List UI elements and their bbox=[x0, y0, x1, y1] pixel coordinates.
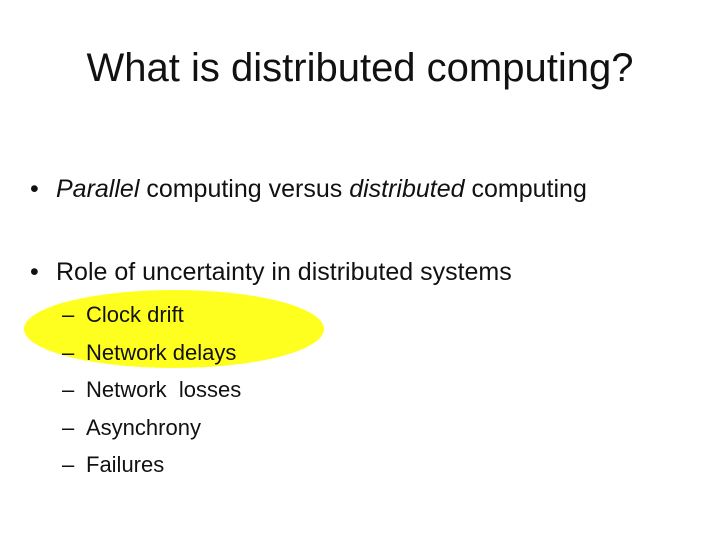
bullet-text-italic: distributed bbox=[349, 175, 465, 203]
bullet-text: computing bbox=[464, 175, 587, 203]
subitem-text: Clock drift bbox=[86, 302, 184, 327]
subitem-network-delays bbox=[62, 334, 241, 372]
subitem-clock-drift bbox=[62, 296, 241, 334]
bullet-role-of-uncertainty bbox=[30, 256, 512, 288]
dash-marker: – bbox=[62, 377, 75, 402]
dash-marker: – bbox=[62, 302, 75, 327]
bullet-text: computing versus bbox=[139, 175, 350, 203]
dash-marker: – bbox=[62, 414, 75, 440]
subitem-text: Network delays bbox=[86, 339, 237, 365]
dash-marker: – bbox=[62, 452, 75, 477]
bullet-marker: • bbox=[30, 175, 39, 203]
subitem-text: Asynchrony bbox=[86, 414, 201, 440]
subitem-failures bbox=[62, 446, 241, 484]
subitem-text: Network losses bbox=[86, 377, 242, 402]
bullet-text-italic: Parallel bbox=[56, 175, 140, 203]
bullet-text: Role of uncertainty in distributed systems bbox=[56, 258, 512, 286]
subitem-asynchrony bbox=[62, 409, 241, 447]
slide-title: What is distributed computing? bbox=[86, 46, 634, 90]
uncertainty-subitems-list bbox=[62, 296, 241, 484]
subitem-text: Failures bbox=[86, 452, 165, 477]
bullet-marker: • bbox=[30, 258, 39, 286]
subitem-network-losses bbox=[62, 371, 241, 409]
bullet-parallel-vs-distributed bbox=[30, 173, 587, 205]
dash-marker: – bbox=[62, 339, 75, 365]
